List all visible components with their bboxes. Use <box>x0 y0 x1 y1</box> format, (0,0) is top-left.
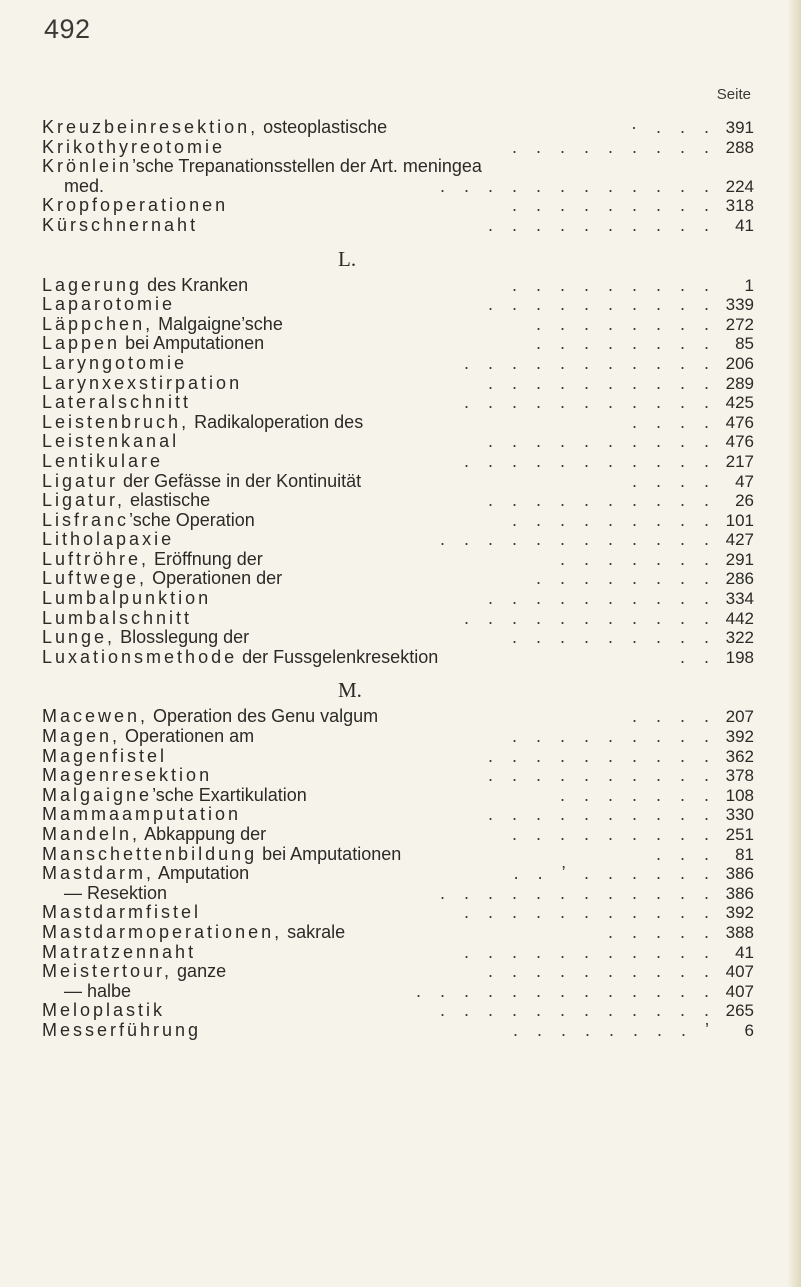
page-reference: 334 <box>725 589 754 609</box>
page-reference: 392 <box>725 727 754 747</box>
page-reference: 207 <box>725 707 754 727</box>
page-reference: 1 <box>744 275 754 295</box>
index-entry <box>42 550 754 570</box>
leader-dots: . . . . . . . . . . <box>487 295 716 315</box>
page-reference: 339 <box>725 295 754 315</box>
index-entry <box>42 727 754 747</box>
index-keyword: Lumbalschnitt <box>42 608 193 628</box>
index-keyword: Lappen <box>42 334 121 354</box>
leader-dots: · . . . <box>631 118 716 137</box>
index-entry <box>42 766 754 786</box>
leader-dots: . . . . . . . . <box>535 314 716 334</box>
index-entry-text <box>42 276 248 296</box>
index-entry-text <box>42 432 179 452</box>
index-entry <box>42 648 754 668</box>
leader-dots: . . . . . . . . . . <box>487 373 716 393</box>
index-keyword: Lentikulare <box>42 451 164 471</box>
page-reference: 265 <box>725 1001 754 1021</box>
leader-dots: . . . . . . . . . . <box>487 766 716 786</box>
leader-dots: . . <box>679 647 716 667</box>
index-entry-rest: osteoplastische <box>258 118 388 137</box>
page-reference: 272 <box>725 314 754 334</box>
leader-dots: . . . . . . . . <box>535 569 716 589</box>
index-entry <box>42 786 754 806</box>
index-entry-text <box>42 393 191 413</box>
index-entry-text <box>42 707 378 727</box>
index-entry-rest: ganze <box>172 962 227 982</box>
index-entry <box>42 825 754 845</box>
leader-dots: . . . . . . . . . . <box>487 805 716 825</box>
leader-dots: . . . . . . . . . . . . <box>439 883 716 903</box>
leader-dots: . . . . . . . . . . . <box>463 608 716 628</box>
leader-dots: . . . . . . . . . . <box>487 432 716 452</box>
index-entry <box>42 374 754 394</box>
index-entry-text <box>42 609 192 629</box>
index-keyword: Malgaigne <box>42 785 153 805</box>
page-reference: 407 <box>725 981 754 1001</box>
index-keyword: Magenresektion <box>42 766 213 786</box>
index-keyword: Lumbalpunktion <box>42 589 212 609</box>
index-keyword: Magen, <box>42 727 121 747</box>
index-entry <box>42 196 754 216</box>
page-reference: 386 <box>725 864 754 884</box>
leader-dots: . . . . . . . . . . . . . <box>415 981 716 1001</box>
index-keyword: Lisfranc <box>42 510 130 530</box>
index-entry <box>42 747 754 767</box>
index-entry <box>42 884 754 904</box>
leader-dots: . . . . . . . . . <box>511 196 716 216</box>
index-entry-rest: Operationen der <box>147 569 283 589</box>
index-keyword: Kropfoperationen <box>42 196 229 216</box>
index-entry-text <box>42 354 187 374</box>
index-keyword: Lateralschnitt <box>42 393 192 413</box>
index-keyword: Litholapaxie <box>42 530 175 550</box>
index-keyword: Ligatur <box>42 471 119 491</box>
index-keyword: Messerführung <box>42 1020 202 1040</box>
index-keyword: Leistenbruch, <box>42 412 190 432</box>
page-reference: 224 <box>725 176 754 196</box>
leader-dots: . . . . . . . . . . <box>487 215 716 235</box>
page-reference: 251 <box>725 825 754 844</box>
leader-dots: . . . . . . . . . . . <box>463 451 716 471</box>
index-entry <box>42 1001 754 1021</box>
leader-dots: . . . . <box>631 707 716 727</box>
index-keyword: Lunge, <box>42 628 116 648</box>
index-entry <box>42 845 754 865</box>
index-entry-rest: Abkappung der <box>140 825 267 844</box>
page-number: 492 <box>44 14 91 44</box>
index-entry-text <box>42 648 438 668</box>
index-entry <box>42 472 754 492</box>
leader-dots: . . . . . . . . . . . <box>463 903 716 923</box>
index-entry <box>42 609 754 629</box>
index-entry-text <box>42 943 196 963</box>
index-entry-text <box>42 374 242 394</box>
index-entry-rest: ’sche Operation <box>129 510 255 530</box>
index-entry <box>42 491 754 511</box>
index-entry <box>42 138 754 158</box>
subject-index <box>42 118 754 1041</box>
index-entry <box>42 157 754 177</box>
page-reference: 47 <box>735 471 754 491</box>
leader-dots: . . . . . . . . . <box>511 727 716 747</box>
index-entry <box>42 707 754 727</box>
index-keyword: Manschettenbildung <box>42 844 258 864</box>
index-entry-rest: Radikaloperation des <box>189 412 364 432</box>
index-entry-rest: Amputation <box>154 864 250 884</box>
index-entry <box>42 452 754 472</box>
page-reference: 85 <box>735 334 754 354</box>
index-entry <box>42 589 754 609</box>
page-reference: 101 <box>725 510 754 530</box>
index-entry-text <box>42 589 211 609</box>
page-reference: 81 <box>735 844 754 864</box>
page-reference: 291 <box>725 549 754 569</box>
page-reference: 378 <box>725 766 754 786</box>
index-keyword: Mastdarmfistel <box>42 903 202 923</box>
index-entry <box>42 354 754 374</box>
page-reference: 289 <box>725 373 754 393</box>
leader-dots: . . . . . <box>607 922 716 942</box>
index-entry-text <box>42 472 361 492</box>
index-entry-text <box>42 177 104 197</box>
index-entry-rest: Operationen am <box>120 727 255 747</box>
index-entry-rest: bei Amputationen <box>120 334 265 354</box>
index-keyword: Mandeln, <box>42 825 141 844</box>
leader-dots: . . . . . . . . . . . <box>463 942 716 962</box>
index-entry-text <box>42 452 163 472</box>
index-keyword: Kreuzbeinresektion, <box>42 118 259 137</box>
page-reference: 476 <box>725 432 754 452</box>
index-entry-text <box>42 845 401 865</box>
index-entry-rest: elastische <box>125 491 211 511</box>
page-reference: 427 <box>725 530 754 550</box>
page-reference: 217 <box>725 451 754 471</box>
index-entry <box>42 864 754 884</box>
index-keyword: Mastdarmoperationen, <box>42 922 283 942</box>
index-keyword: Luftröhre, <box>42 549 150 569</box>
index-entry-rest: Eröffnung der <box>149 549 263 569</box>
index-entry <box>42 530 754 550</box>
index-entry-rest: — Resektion <box>64 883 168 903</box>
leader-dots: . . ’ . . . . . . <box>513 864 716 884</box>
index-keyword: Mastdarm, <box>42 864 155 884</box>
index-keyword: Läppchen, <box>42 314 154 334</box>
leader-dots: . . . <box>655 844 716 864</box>
page-reference: 286 <box>725 569 754 589</box>
index-keyword: Laparotomie <box>42 295 176 315</box>
index-entry-rest: med. <box>64 176 105 196</box>
index-entry <box>42 393 754 413</box>
index-entry-text <box>42 216 198 236</box>
leader-dots: . . . . . . . . . . . . <box>439 1001 716 1021</box>
index-entry-rest: Malgaigne’sche <box>153 314 283 334</box>
index-entry <box>42 628 754 648</box>
index-entry-text <box>42 530 174 550</box>
index-entry-rest: — halbe <box>64 981 132 1001</box>
index-entry <box>42 118 754 138</box>
index-entry <box>42 511 754 531</box>
leader-dots: . . . . . . . . . . . <box>463 353 716 373</box>
page-reference: 391 <box>725 118 754 137</box>
column-header-seite: Seite <box>716 86 751 103</box>
page-reference: 330 <box>725 805 754 825</box>
index-entry-text <box>42 550 263 570</box>
index-entry-text <box>42 747 167 767</box>
index-entry-text <box>42 628 249 648</box>
index-entry-text <box>42 511 255 531</box>
leader-dots: . . . . . . . . . . <box>487 962 716 982</box>
index-entry <box>42 943 754 963</box>
leader-dots: . . . . . . . . . <box>511 628 716 648</box>
index-entry <box>42 923 754 943</box>
page-reference: 198 <box>725 647 754 667</box>
index-entry <box>42 276 754 296</box>
index-entry-rest: bei Amputationen <box>257 844 402 864</box>
index-entry <box>42 216 754 236</box>
index-keyword: Larynxexstirpation <box>42 373 243 393</box>
index-entry <box>42 805 754 825</box>
index-entry-rest: Blosslegung der <box>115 628 250 648</box>
index-entry-rest: sakrale <box>282 922 346 942</box>
leader-dots: . . . . . . . . . <box>511 510 716 530</box>
page-reference: 362 <box>725 746 754 766</box>
leader-dots: . . . . . . . . . . . . <box>439 176 716 196</box>
leader-dots: . . . . . . . . . . . . <box>439 530 716 550</box>
index-keyword: Mammaamputation <box>42 805 242 825</box>
index-entry-text <box>42 157 482 177</box>
leader-dots: . . . . <box>631 471 716 491</box>
leader-dots: . . . . . . . . . <box>511 137 716 157</box>
index-entry-text <box>42 413 363 433</box>
index-entry <box>42 413 754 433</box>
leader-dots: . . . . . . . <box>559 549 716 569</box>
page-reference: 388 <box>725 922 754 942</box>
leader-dots: . . . . . . . . . . <box>487 746 716 766</box>
leader-dots: . . . . . . . . <box>535 334 716 354</box>
index-entry-text <box>42 491 210 511</box>
index-keyword: Luftwege, <box>42 569 148 589</box>
index-entry-text <box>42 727 254 747</box>
index-entry-text <box>42 295 175 315</box>
index-entry-text <box>42 962 226 982</box>
page-reference: 407 <box>725 962 754 982</box>
index-entry-text <box>42 1001 165 1021</box>
page-reference: 206 <box>725 353 754 373</box>
page-reference: 442 <box>725 608 754 628</box>
index-entry <box>42 962 754 982</box>
index-entry-text <box>42 786 307 806</box>
page-reference: 318 <box>725 196 754 216</box>
leader-dots: . . . . <box>631 412 716 432</box>
index-keyword: Matratzennaht <box>42 942 197 962</box>
index-entry-text <box>42 118 387 138</box>
index-entry <box>42 982 754 1002</box>
index-entry-text <box>42 196 228 216</box>
index-entry-rest: ’sche Trepanationsstellen der Art. meningea <box>132 157 482 177</box>
index-keyword: Ligatur, <box>42 491 126 511</box>
index-entry-text <box>42 903 201 923</box>
index-entry <box>42 177 754 197</box>
index-entry <box>42 315 754 335</box>
index-keyword: Kürschnernaht <box>42 215 199 235</box>
index-entry-text <box>42 825 266 845</box>
index-keyword: Macewen, <box>42 707 149 727</box>
index-entry <box>42 569 754 589</box>
page-reference: 41 <box>735 942 754 962</box>
page-reference: 6 <box>744 1020 754 1040</box>
page-edge-shading <box>787 0 801 1287</box>
index-entry-text <box>42 315 283 335</box>
page-reference: 26 <box>735 491 754 511</box>
index-entry-rest: Operation des Genu valgum <box>148 707 379 727</box>
leader-dots: . . . . . . . <box>559 785 716 805</box>
index-entry-text <box>42 982 131 1002</box>
leader-dots: . . . . . . . . . <box>511 825 716 844</box>
index-entry-rest: der Gefässe in der Kontinuität <box>118 471 362 491</box>
index-entry <box>42 295 754 315</box>
leader-dots: . . . . . . . . . <box>511 275 716 295</box>
index-keyword: Meloplastik <box>42 1001 166 1021</box>
index-keyword: Krikothyreotomie <box>42 137 226 157</box>
index-entry-text <box>42 138 225 158</box>
index-entry-text <box>42 923 345 943</box>
index-keyword: Leistenkanal <box>42 432 180 452</box>
index-entry-text <box>42 884 167 904</box>
index-entry-text <box>42 569 282 589</box>
index-entry-text <box>42 334 264 354</box>
leader-dots: . . . . . . . . . . . <box>463 393 716 413</box>
index-entry-text <box>42 864 249 884</box>
index-keyword: Laryngotomie <box>42 353 188 373</box>
index-entry-text <box>42 766 212 786</box>
index-entry <box>42 903 754 923</box>
index-entry-rest: ’sche Exartikulation <box>152 785 307 805</box>
index-entry-rest: der Fussgelenkresektion <box>237 647 439 667</box>
leader-dots: . . . . . . . . . . <box>487 491 716 511</box>
page-reference: 41 <box>735 215 754 235</box>
page-reference: 425 <box>725 393 754 413</box>
index-entry-text <box>42 1021 201 1041</box>
index-entry-text <box>42 805 241 825</box>
section-letter-heading: L. <box>338 246 357 271</box>
page-reference: 386 <box>725 883 754 903</box>
section-letter-heading: M. <box>338 678 362 703</box>
leader-dots: . . . . . . . . ’ <box>512 1020 716 1040</box>
index-entry <box>42 334 754 354</box>
index-keyword: Luxationsmethode <box>42 647 238 667</box>
page-reference: 392 <box>725 903 754 923</box>
page-reference: 288 <box>725 137 754 157</box>
index-entry <box>42 1021 754 1041</box>
leader-dots: . . . . . . . . . . <box>487 589 716 609</box>
page-reference: 322 <box>725 628 754 648</box>
index-keyword: Krönlein <box>42 157 133 177</box>
index-keyword: Magenfistel <box>42 746 168 766</box>
page-reference: 476 <box>725 412 754 432</box>
index-entry-rest: des Kranken <box>142 275 249 295</box>
index-keyword: Meistertour, <box>42 962 173 982</box>
page-reference: 108 <box>725 785 754 805</box>
index-keyword: Lagerung <box>42 275 143 295</box>
index-entry <box>42 432 754 452</box>
